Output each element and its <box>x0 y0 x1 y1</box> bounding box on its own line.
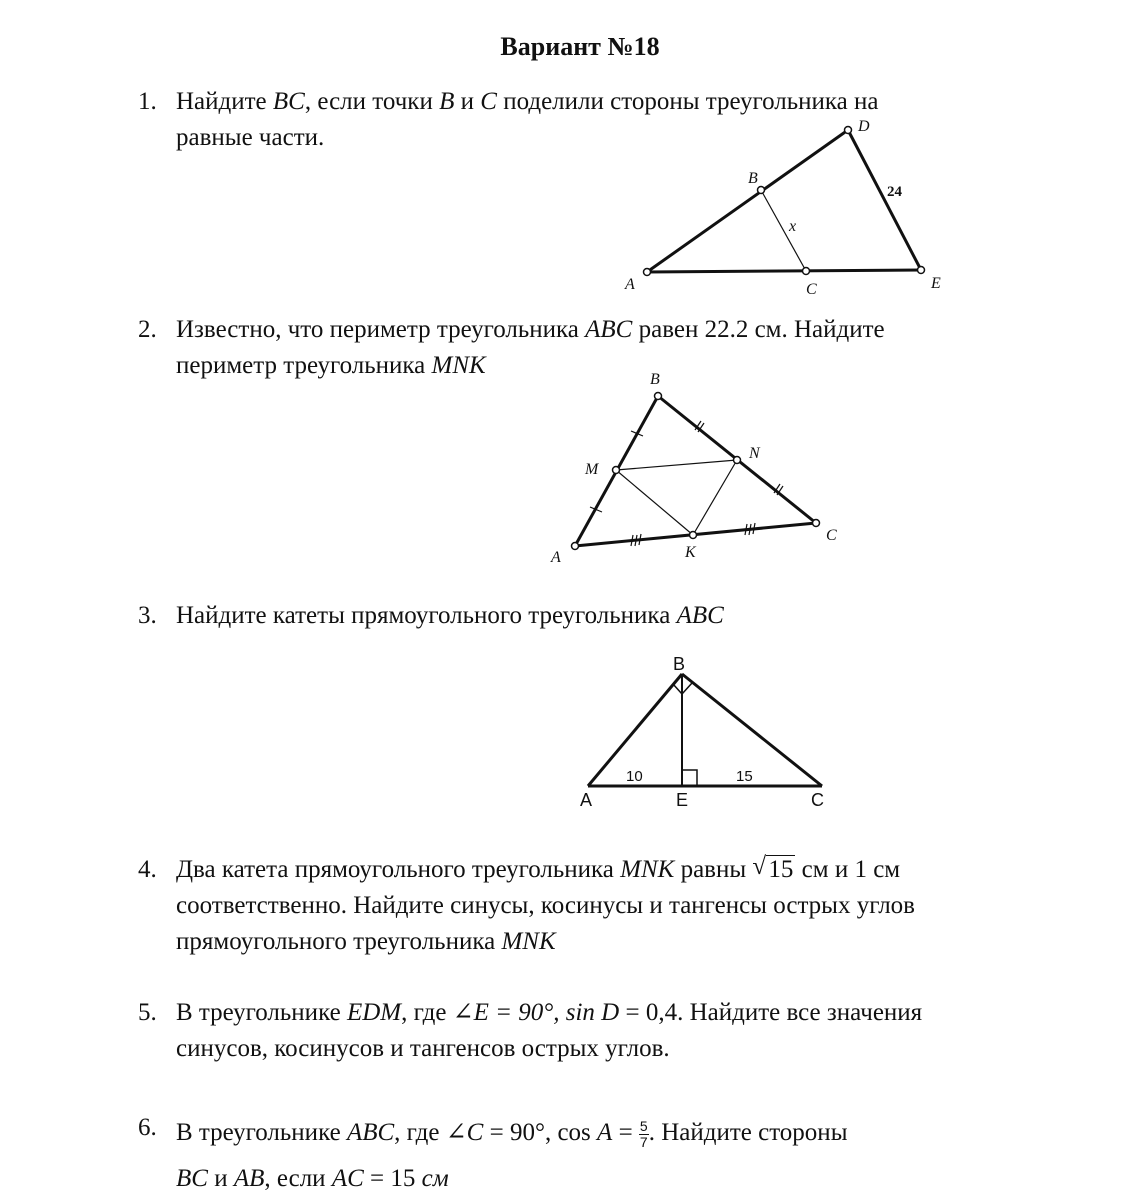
label-b: B <box>650 371 660 388</box>
point-m <box>613 467 620 474</box>
problem-6 <box>138 1110 1078 1202</box>
label-10: 10 <box>626 768 643 785</box>
label-k: K <box>685 544 696 561</box>
problem-number: 4. <box>138 856 157 883</box>
problem-text: Два катета прямоугольного треугольника MNK равны √ 15 см и 1 см соответственно. Найдите синусы, косинусы и тангенсы острых углов прямоугольного треугольника MNK <box>176 853 915 955</box>
label-n: N <box>749 445 760 462</box>
label-b: B <box>748 170 758 187</box>
label-24: 24 <box>887 184 902 200</box>
segment-bc <box>761 190 806 271</box>
fraction-5-7: $\frac{5}{7}$ <box>639 1117 648 1150</box>
label-c: C <box>811 790 824 810</box>
label-c: C <box>826 527 837 544</box>
problem-text: В треугольнике EDM, где ∠E = 90°, sin D = 0,4. Найдите все значения синусов, косинусов и тангенсов острых углов. <box>176 999 923 1062</box>
segment-mn <box>616 460 737 470</box>
segment-mk <box>616 470 693 535</box>
problem-number: 5. <box>138 999 157 1026</box>
side-de <box>848 130 921 270</box>
label-a: A <box>551 549 561 566</box>
page-title: Вариант №18 <box>500 32 660 61</box>
point-k <box>690 532 697 539</box>
problem-text: Найдите катеты прямоугольного треугольника ABC <box>176 602 724 629</box>
point-a <box>644 269 651 276</box>
problem-number: 1. <box>138 88 157 115</box>
label-c: C <box>806 281 817 298</box>
problem-4 <box>138 852 1078 960</box>
point-c <box>813 520 820 527</box>
problem-text: В треугольнике ABC, где ∠C = 90°, cos A = $\frac{5}{7}$ . Найдите стороны BC и AB, если AC = 15 см <box>176 1117 848 1192</box>
point-e <box>918 267 925 274</box>
point-b <box>758 187 765 194</box>
point-a <box>572 543 579 550</box>
right-angle-e <box>682 770 697 786</box>
figure-3-right-triangle <box>570 650 840 815</box>
problem-number: 6. <box>138 1114 157 1141</box>
problem-5 <box>138 995 1078 1067</box>
label-a: A <box>625 276 635 293</box>
point-c <box>803 268 810 275</box>
point-n <box>734 457 741 464</box>
figure-1-triangle-ade <box>600 112 960 302</box>
label-e: E <box>676 790 689 810</box>
problem-text: Известно, что периметр треугольника ABC равен 22.2 см. Найдите периметр треугольника MNK <box>176 316 885 379</box>
label-15: 15 <box>736 768 753 785</box>
label-m: M <box>585 461 599 478</box>
point-d <box>845 127 852 134</box>
side-ae <box>647 270 921 272</box>
sqrt-expression: √ 15 <box>752 853 794 883</box>
point-b <box>655 393 662 400</box>
figure-2-triangle-abc-midpoints <box>540 362 860 572</box>
side-ad <box>647 130 848 272</box>
segment-nk <box>693 460 737 535</box>
label-b: B <box>673 654 686 674</box>
problem-number: 3. <box>138 602 157 629</box>
label-x: x <box>789 218 797 235</box>
label-e: E <box>931 275 941 292</box>
problem-number: 2. <box>138 316 157 343</box>
problem-3 <box>138 598 1078 634</box>
label-d: D <box>858 118 870 135</box>
problem-text: Найдите BC, если точки B и C поделили стороны треугольника на равные части. <box>176 88 879 151</box>
label-a: A <box>580 790 593 810</box>
